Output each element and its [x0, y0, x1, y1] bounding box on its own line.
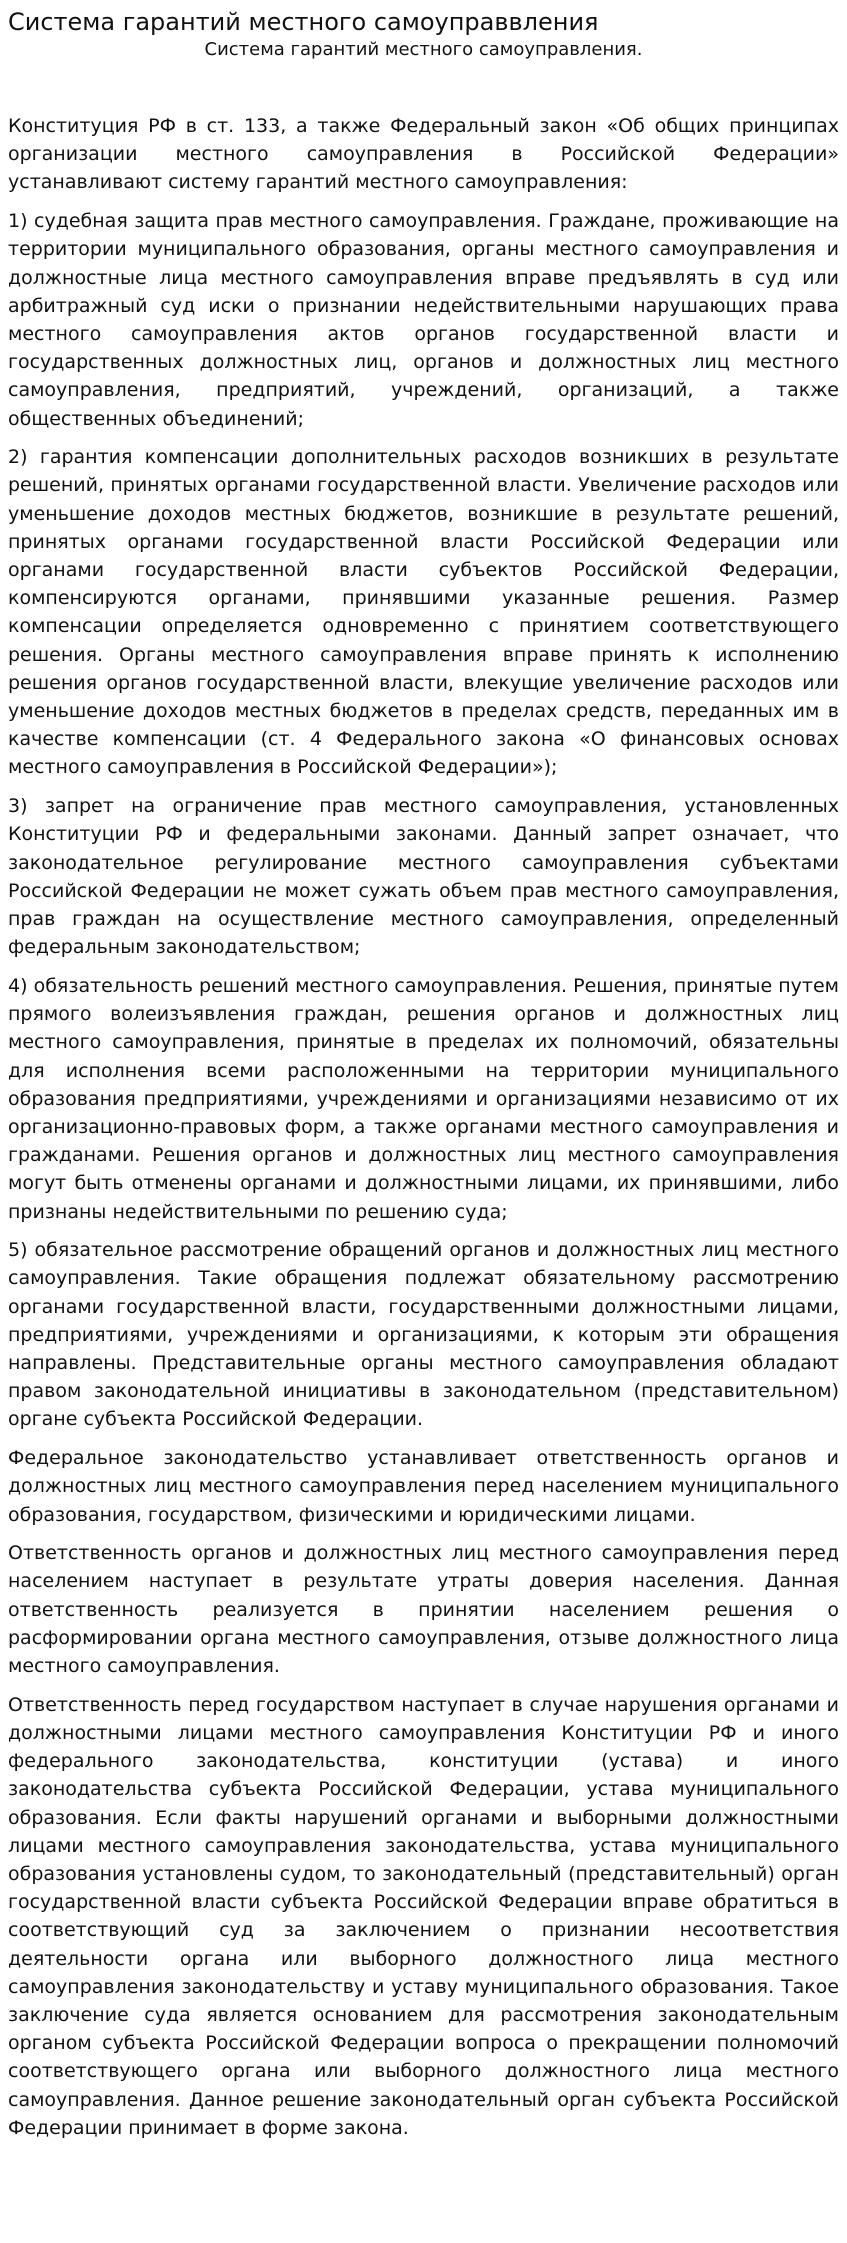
paragraph-guarantee-2: 2) гарантия компенсации дополнительных расходов возникших в результате решений, принятых органами государственной власти. Увеличение расходов или уменьшение доходов местных бюджетов, возникшие в результате решений, принятых органами государственной власти Российской Федерации или органами государственной власти субъектов Российской Федерации, компенсируются органами, принявшими указанные решения. Размер компенсации определяется одновременно с принятием соответствующего решения. Органы местного самоуправления вправе принять к исполнению решения органов государственной власти, влекущие увеличение расходов или уменьшение доходов местных бюджетов в пределах средств, переданных им в качестве компенсации (ст. 4 Федерального закона «О финансовых основах местного самоуправления в Российской Федерации»); — [8, 446, 839, 779]
paragraph-responsibility-intro: Федеральное законодательство устанавливает ответственность органов и должностных лиц местного самоуправления перед населением муниципального образования, государством, физическими и юридическими лицами. — [8, 1447, 839, 1526]
paragraph-responsibility-population: Ответственность органов и должностных лиц местного самоуправления перед населением наступает в результате утраты доверия населения. Данная ответственность реализуется в принятии населением решения о расформировании органа местного самоуправления, отзыве должностного лица местного самоуправления. — [8, 1542, 839, 1678]
paragraph-guarantee-1: 1) судебная защита прав местного самоуправления. Граждане, проживающие на территории муниципального образования, органы местного самоуправления и должностные лица местного самоуправления вправе предъявлять в суд или арбитражный суд иски о признании недействительными нарушающих права местного самоуправления актов органов государственной власти и государственных должностных лиц, органов и должностных лиц местного самоуправления, предприятий, учреждений, организаций, а также общественных объединений; — [8, 210, 839, 430]
paragraph-responsibility-state: Ответственность перед государством наступает в случае нарушения органами и должностными лицами местного самоуправления Конституции РФ и иного федерального законодательства, конституции (устава) и иного законодательства субъекта Российской Федерации, устава муниципального образования. Если факты нарушений органами и выборными должностными лицами местного самоуправления законодательства, устава муниципального образования установлены судом, то законодательный (представительный) орган государственной власти субъекта Российской Федерации вправе обратиться в соответствующий суд за заключением о признании несоответствия деятельности органа или выборного должностного лица местного самоуправления законодательству и уставу муниципального образования. Такое заключение суда является основанием для рассмотрения законодательным органом субъекта Российской Федерации вопроса о прекращении полномочий соответствующего органа или выборного должностного лица местного самоуправления. Данное решение законодательный орган субъекта Российской Федерации принимает в форме закона. — [8, 1693, 839, 2139]
paragraph-guarantee-3: 3) запрет на ограничение прав местного самоуправления, установленных Конституции РФ и федеральными законами. Данный запрет означает, что законодательное регулирование местного самоуправления субъектами Российской Федерации не может сужать объем прав местного самоуправления, прав граждан на осуществление местного самоуправления, определенный федеральным законодательством; — [8, 795, 839, 959]
page-title: Система гарантий местного самоуправвления — [8, 8, 599, 36]
paragraph-intro: Конституция РФ в ст. 133, а также Федеральный закон «Об общих принципах организации местного самоуправления в Российской Федерации» устанавливают систему гарантий местного самоуправления: — [8, 115, 839, 194]
document-subtitle: Система гарантий местного самоуправления. — [204, 39, 643, 60]
paragraph-guarantee-5: 5) обязательное рассмотрение обращений органов и должностных лиц местного самоуправления. Такие обращения подлежат обязательному рассмотрению органами государственной власти, государственными должностными лицами, предприятиями, учреждениями и организациями, к которым эти обращения направлены. Представительные органы местного самоуправления обладают правом законодательной инициативы в законодательном (представительном) органе субъекта Российской Федерации. — [8, 1239, 839, 1431]
paragraph-guarantee-4: 4) обязательность решений местного самоуправления. Решения, принятые путем прямого волеизъявления граждан, решения органов и должностных лиц местного самоуправления, принятые в пределах их полномочий, обязательны для исполнения всеми расположенными на территории муниципального образования предприятиями, учреждениями и организациями независимо от их организационно-правовых форм, а также органами местного самоуправления и гражданами. Решения органов и должностных лиц местного самоуправления могут быть отменены органами и должностными лицами, их принявшими, либо признаны недействительными по решению суда; — [8, 974, 839, 1223]
